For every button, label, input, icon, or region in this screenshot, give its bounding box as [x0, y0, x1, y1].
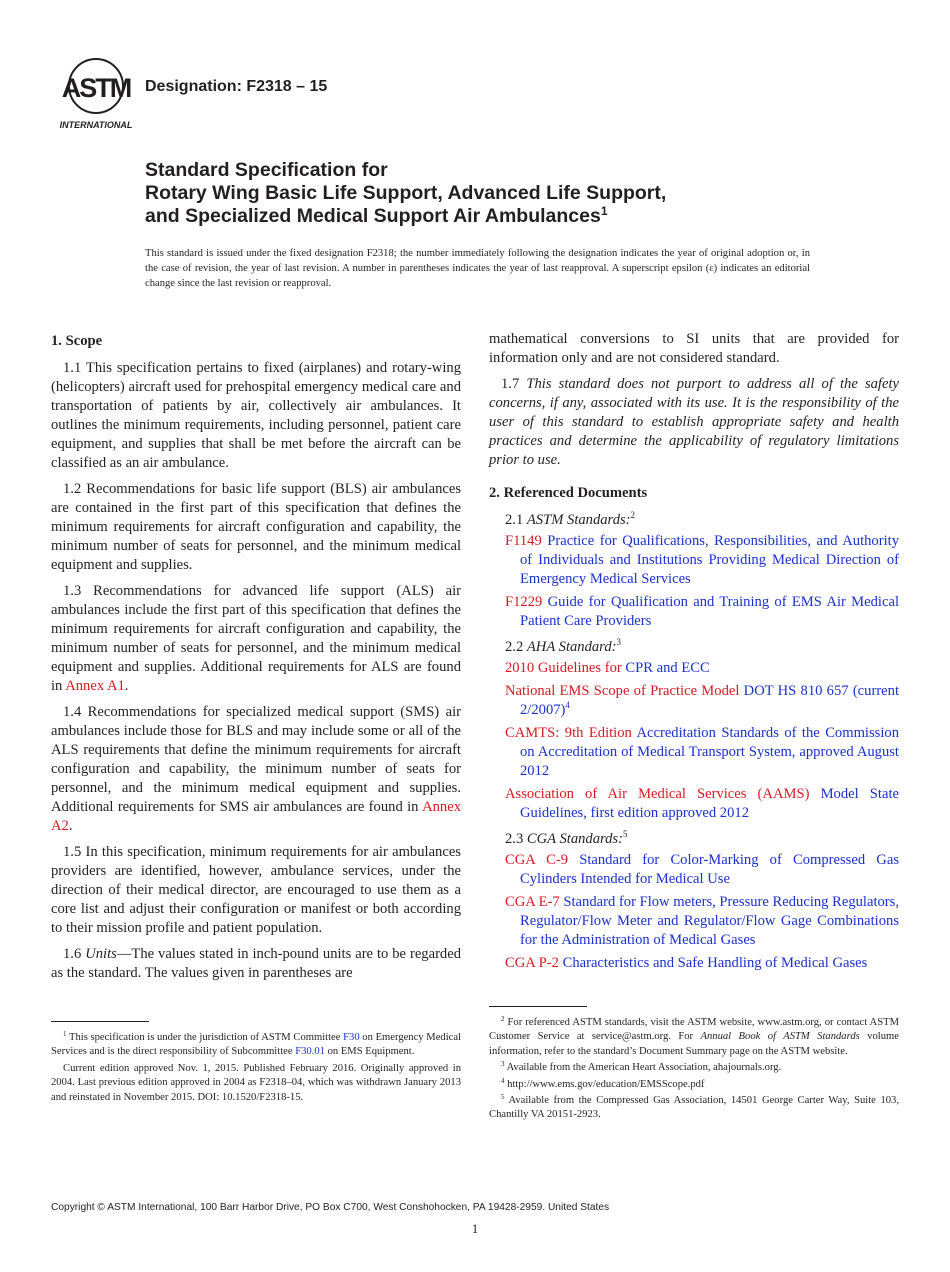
paragraph-1-4: 1.4 Recommendations for specialized medical support (SMS) air ambulances include those for BLS and may include some or all of the ALS requirements that define the minimum requirements for aircraft configuration and capability, the minimum number of seats for personnel, and the minimum medical equipment and supplies. Additional requirements for SMS air ambulances are found in Annex A2.	[51, 704, 461, 834]
footnotes-right	[489, 1016, 899, 1125]
document-title	[145, 159, 865, 228]
title-line-2: Rotary Wing Basic Life Support, Advanced Life Support,	[145, 182, 667, 204]
section-heading-referenced-documents: 2. Referenced Documents	[489, 485, 648, 501]
designation: Designation: F2318 – 15	[145, 78, 328, 95]
ref-national-ems[interactable]: National EMS Scope of Practice Model DOT HS 810 657 (current 2/2007)$^4$	[505, 683, 900, 718]
subsection-aha-standard: 2.2 AHA Standard:$^3$	[505, 637, 621, 655]
ref-camts[interactable]: CAMTS: 9th Edition Accreditation Standards of the Commission on Accreditation of Medical Transport System, approved August 2012	[505, 725, 899, 779]
ref-cga-e7[interactable]: CGA E-7 Standard for Flow meters, Pressure Reducing Regulators, Regulator/Flow Meter and Regulator/Flow Gage Combinations for the Administration of Medical Gases	[505, 894, 899, 948]
paragraph-1-6-continued: mathematical conversions to SI units that are provided for information only and are not considered standard.	[489, 331, 899, 366]
issue-note: This standard is issued under the fixed designation F2318; the number immediately following the designation indicates the year of original adoption or, in the case of revision, the year of last revision. A number in parentheses indicates the year of last reapproval. A superscript epsilon (ε) indicates an editorial change since the last revision or reapproval.	[145, 248, 810, 289]
footnote-5: $^5$ Available from the Compressed Gas Association, 14501 George Carter Way, Suite 103, Chantilly VA 20151-2923.	[489, 1093, 899, 1121]
edition-note: Current edition approved Nov. 1, 2015. Published February 2016. Originally approved in 2004. Last previous edition approved in 2004 as F2318–04, which was withdrawn January 2013 and reinstated in November 2015. DOI: 10.1520/F2318-15.	[51, 1062, 461, 1103]
footnotes-left	[51, 1031, 461, 1107]
section-heading-scope: 1. Scope	[51, 333, 103, 349]
ref-aams[interactable]: Association of Air Medical Services (AAMS) Model State Guidelines, first edition approved 2012	[505, 786, 899, 821]
page-number: 1	[471, 1221, 479, 1236]
footnote-divider-right	[489, 1006, 587, 1007]
paragraph-1-1: 1.1 This specification pertains to fixed (airplanes) and rotary-wing (helicopters) aircraft used for prehospital emergency medical care and transportation of patients by air, collectively air ambulances. It outlines the minimum requirements, including personnel, patient care equipment, and supplies that shall be met before the aircraft can be classified as an air ambulance.	[51, 360, 461, 471]
ref-cga-c9[interactable]: CGA C-9 Standard for Color-Marking of Compressed Gas Cylinders Intended for Medical Use	[505, 852, 899, 887]
right-column	[489, 330, 899, 977]
annex-a2-link[interactable]: Annex A2	[51, 799, 461, 834]
subsection-astm-standards: 2.1 ASTM Standards:$^2$	[505, 510, 636, 528]
footnote-4: $^4$ http://www.ems.gov/education/EMSScope.pdf	[501, 1076, 705, 1090]
subsection-cga-standards: 2.3 CGA Standards:$^5$	[505, 829, 628, 847]
title-footnote-mark: 1	[600, 204, 608, 218]
paragraph-1-7: 1.7 This standard does not purport to address all of the safety concerns, if any, associated with its use. It is the responsibility of the user of this standard to establish appropriate safety and health practices and determine the applicability of regulatory limitations prior to use.	[489, 376, 899, 468]
footnote-1: $^1$ This specification is under the jurisdiction of ASTM Committee F30 on Emergency Medical Services and is the direct responsibility of Subcommittee F30.01 on EMS Equipment.	[51, 1030, 461, 1058]
ref-f1149[interactable]: F1149 Practice for Qualifications, Responsibilities, and Authority of Individuals and Institutions Providing Medical Direction of Emergency Medical Services	[505, 533, 899, 587]
logo-letters: ASTM	[61, 73, 131, 103]
title-line-3: and Specialized Medical Support Air Ambulances$^1$	[145, 204, 608, 227]
ref-aha-guidelines[interactable]: 2010 Guidelines for CPR and ECC	[505, 660, 710, 676]
paragraph-1-2: 1.2 Recommendations for basic life support (BLS) air ambulances are contained in the first part of this specification that defines the minimum requirements for aircraft configuration and capability, the minimum number of seats for personnel, and the minimum medical equipment and supplies.	[51, 481, 461, 573]
astm-logo	[52, 52, 136, 132]
committee-f30-link[interactable]: F30	[343, 1032, 360, 1043]
footnote-3: $^3$ Available from the American Heart Association, ahajournals.org.	[501, 1060, 782, 1074]
paragraph-1-5: 1.5 In this specification, minimum requirements for air ambulances providers are identified, however, ambulance services, under the direction of their medical director, are encouraged to use them as a core list and adjust their configuration or manifest or both according to their mission profile and patient population.	[51, 844, 461, 936]
paragraph-1-6: 1.6 Units—The values stated in inch-pound units are to be regarded as the standard. The values given in parentheses are	[51, 946, 461, 981]
annex-a1-link[interactable]: Annex A1	[65, 678, 125, 694]
ref-cga-p2[interactable]: CGA P-2 Characteristics and Safe Handling of Medical Gases	[505, 955, 868, 971]
ref-f1229[interactable]: F1229 Guide for Qualification and Training of EMS Air Medical Patient Care Providers	[505, 594, 899, 629]
copyright-notice: Copyright © ASTM International, 100 Barr Harbor Drive, PO Box C700, West Conshohocken, PA 19428-2959. United States	[51, 1202, 610, 1213]
subcommittee-f30-01-link[interactable]: F30.01	[295, 1046, 325, 1058]
footnote-2: $^2$ For referenced ASTM standards, visit the ASTM website, www.astm.org, or contact ASTM Customer Service at service@astm.org. For Annual Book of ASTM Standards volume information, refer to the standard’s Document Summary page on the ASTM website.	[489, 1015, 899, 1057]
title-line-1: Standard Specification for	[145, 159, 388, 181]
paragraph-1-3: 1.3 Recommendations for advanced life support (ALS) air ambulances include the first part of this specification that defines the minimum requirements for aircraft configuration and capability, the minimum number of seats for personnel, and the minimum medical equipment and supplies. Additional requirements for ALS are found in Annex A1.	[51, 583, 461, 694]
footnote-divider-left	[51, 1021, 149, 1022]
logo-caption: INTERNATIONAL	[59, 120, 133, 130]
left-column	[51, 332, 461, 990]
